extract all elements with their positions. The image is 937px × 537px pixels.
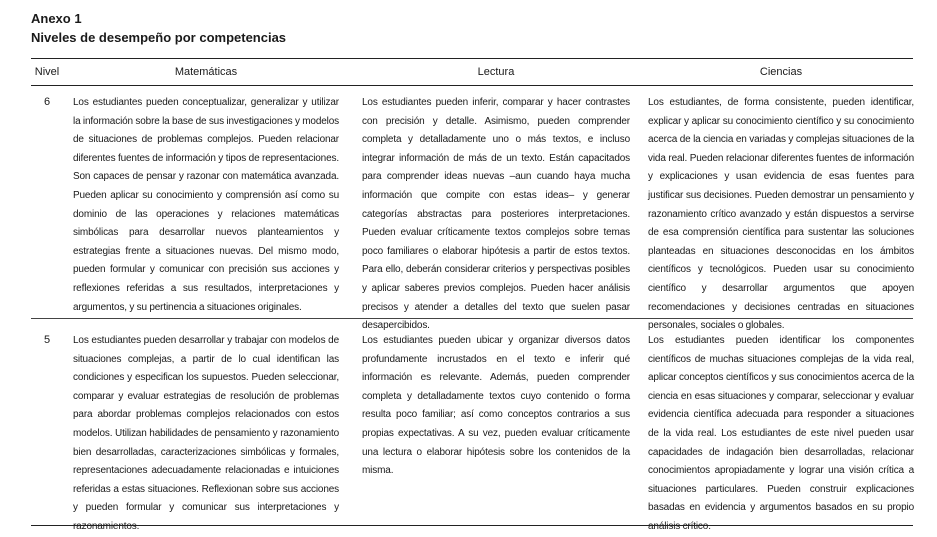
table-title: Niveles de desempeño por competencias (31, 30, 287, 45)
level-5-label: 5 (43, 334, 51, 346)
level-6-lectura: Los estudiantes pueden inferir, comparar y hacer contrastes con precisión y detalle. Asimismo, pueden comprender completa y detalladamente uno o más textos, e incluso integrar información de más de un texto. Están capacitados para comprender ideas nuevas –aun cuando haya mucha información que compite con estas ideas– y generar categorías abstractas para posteriores interpretaciones. Pueden evaluar críticamente textos complejos sobre temas poco familiares o elaborar hipótesis a partir de estos textos. Para ello, deberán considerar criterios y perspectivas posibles y aplicar saberes previos complejos. Pueden hacer análisis precisos y atender a detalles del texto que suelen pasar desapercibidos. (362, 97, 630, 332)
table-bottom-rule (31, 525, 913, 526)
level-5-matematicas: Los estudiantes pueden desarrollar y trabajar con modelos de situaciones complejas, a partir de lo cual identifican las condiciones y especifican los supuestos. Pueden seleccionar, comparar y evaluar estrategias de resolución de problemas para abordar problemas complejos relacionados con estos modelos. Utilizan habilidades de pensamiento y razonamiento bien desarrolladas, caracterizaciones simbólicas y formales, representaciones adecuadamente relacionadas e intuiciones referidas a estas situaciones. Reflexionan sobre sus acciones y pueden formular y comunicar sus interpretaciones y razonamientos. (73, 335, 339, 532)
column-header-lectura: Lectura (477, 66, 515, 78)
column-header-nivel: Nivel (34, 66, 60, 78)
annex-label: Anexo 1 (31, 11, 82, 26)
level-6-ciencias: Los estudiantes, de forma consistente, pueden identificar, explicar y aplicar su conocimiento científico y su conocimiento acerca de la ciencia en variadas y complejas situaciones de la vida real. Pueden relacionar diferentes fuentes de información y explicaciones y usan evidencia de esas fuentes para justificar sus decisiones. Pueden demostrar un pensamiento y razonamiento crítico avanzado y están dispuestos a servirse de esa comprensión científica para sustentar las soluciones planteadas en situaciones desconocidas en los ámbitos científicos y tecnológicos. Pueden usar su conocimiento científico y desarrollar argumentos que apoyen recomendaciones y decisiones centradas en situaciones personales, sociales o globales. (648, 97, 914, 332)
row-divider (31, 318, 913, 319)
column-header-ciencias: Ciencias (759, 66, 803, 78)
document-heading (31, 10, 286, 46)
level-6-matematicas: Los estudiantes pueden conceptualizar, generalizar y utilizar la información sobre la base de sus investigaciones y modelos de situaciones de problemas complejos. Pueden relacionar diferentes fuentes de información y tipos de representaciones. Son capaces de pensar y razonar con matemática avanzada. Pueden aplicar su conocimiento y comprensión así como su dominio de las operaciones y relaciones matemáticas simbólicas para desarrollar nuevos planteamientos y estrategias frente a situaciones nuevas. Del mismo modo, pueden formular y comunicar con precisión sus acciones y reflexiones referidas a sus resultados, interpretaciones y argumentos, y su pertinencia a situaciones originales. (73, 97, 339, 313)
table-top-rule (31, 58, 913, 59)
header-bottom-rule (31, 85, 913, 86)
level-5-lectura: Los estudiantes pueden ubicar y organizar diversos datos profundamente incrustados en el texto e inferir qué información es relevante. Además, pueden comprender completa y detalladamente textos cuyo contenido o forma resulta poco familiar; así como conceptos contrarios a sus propias expectativas. A su vez, pueden evaluar críticamente una lectura o elaborar hipótesis sobre los contenidos de la misma. (362, 335, 630, 477)
column-header-matematicas: Matemáticas (174, 66, 238, 78)
level-5-ciencias: Los estudiantes pueden identificar los componentes científicos de muchas situaciones complejas de la vida real, aplicar conceptos científicos y sus conocimientos acerca de la ciencia en esas situaciones y comparar, seleccionar y evaluar evidencia científica adecuada para responder a situaciones de la vida real. Los estudiantes de este nivel pueden usar capacidades de indagación bien desarrolladas, relacionar conocimientos apropiadamente y lograr una visión crítica a situaciones particulares. Pueden construir explicaciones basadas en evidencia y argumentos basados en su propio análisis crítico. (648, 335, 914, 532)
level-6-label: 6 (43, 96, 51, 108)
